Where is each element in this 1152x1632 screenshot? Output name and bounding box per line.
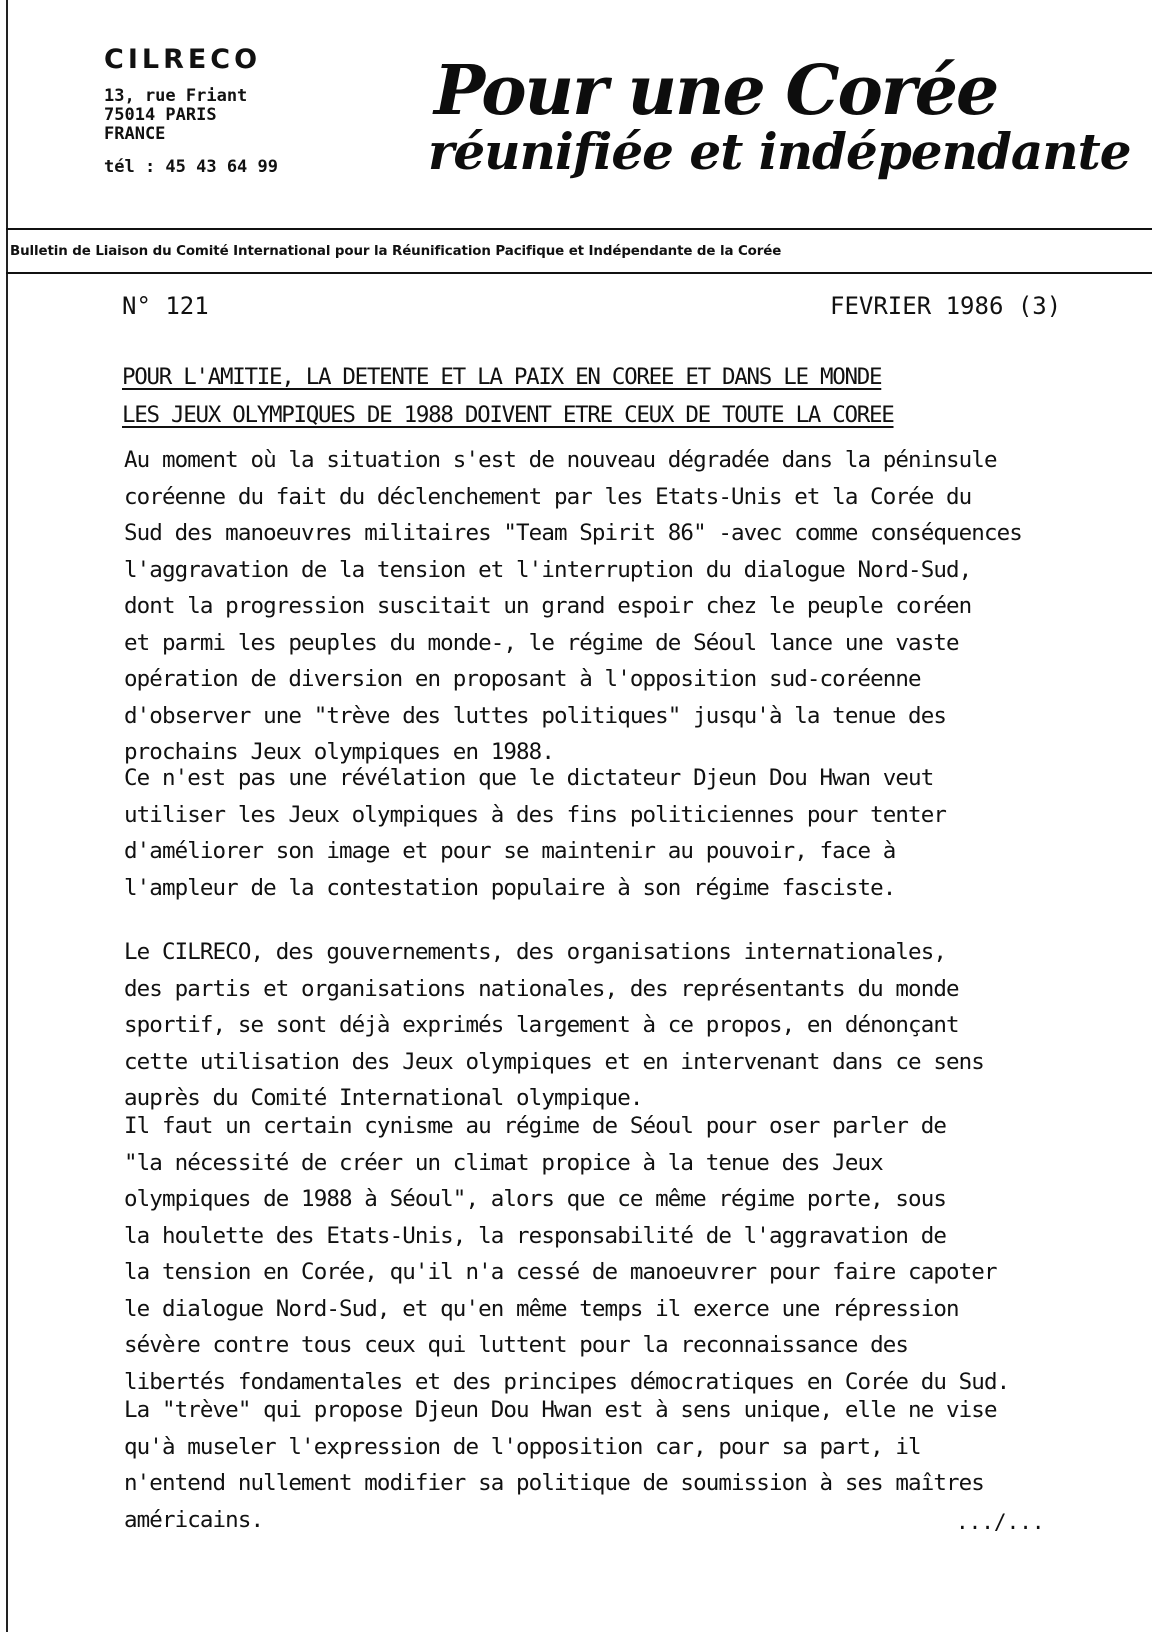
paragraph-line: d'améliorer son image et pour se maintenir au pouvoir, face à <box>124 838 896 864</box>
headline-line-1: POUR L'AMITIE, LA DETENTE ET LA PAIX EN COREE ET DANS LE MONDE <box>122 364 882 390</box>
paragraph-line: coréenne du fait du déclenchement par les Etats-Unis et la Corée du <box>124 483 972 510</box>
paragraph-line: qu'à museler l'expression de l'opposition car, pour sa part, il <box>124 1433 921 1460</box>
paragraph-line: Sud des manoeuvres militaires "Team Spirit 86" -avec comme conséquences <box>124 520 1022 546</box>
paragraph-line: l'aggravation de la tension et l'interruption du dialogue Nord-Sud, <box>124 556 972 583</box>
paragraph-line: la tension en Corée, qu'il n'a cessé de manoeuvrer pour faire capoter <box>124 1259 997 1285</box>
phone-number: tél : 45 43 64 99 <box>104 157 278 177</box>
paragraph-line: américains. <box>124 1506 264 1533</box>
paragraph-line: des partis et organisations nationales, des représentants du monde <box>124 975 959 1002</box>
masthead-line-2: réunifiée et indépendante <box>428 122 1131 181</box>
paragraph-line: "la nécessité de créer un climat propice à la tenue des Jeux <box>124 1149 883 1176</box>
issue-number: N° 121 <box>122 292 209 320</box>
paragraph-line: l'ampleur de la contestation populaire à son régime fasciste. <box>124 874 896 901</box>
page-border-left <box>6 0 8 1632</box>
org-name: CILRECO <box>104 44 262 75</box>
paragraph-line: opération de diversion en proposant à l'opposition sud-coréenne <box>124 666 921 692</box>
address-street: 13, rue Friant <box>104 86 248 106</box>
paragraph-3 <box>124 934 1124 1117</box>
header-rule-top <box>6 228 1152 230</box>
paragraph-line: et parmi les peuples du monde-, le régime de Séoul lance une vaste <box>124 629 959 656</box>
issue-date: FEVRIER 1986 (3) <box>830 292 1062 320</box>
paragraph-line: n'entend nullement modifier sa politique de soumission à ses maîtres <box>124 1470 984 1496</box>
address-city: 75014 PARIS <box>104 105 217 125</box>
paragraph-line: libertés fondamentales et des principes démocratiques en Corée du Sud. <box>124 1368 1010 1395</box>
paragraph-line: la houlette des Etats-Unis, la responsabilité de l'aggravation de <box>124 1222 946 1249</box>
paragraph-line: cette utilisation des Jeux olympiques et en intervenant dans ce sens <box>124 1048 984 1075</box>
paragraph-line: prochains Jeux olympiques en 1988. <box>124 739 554 765</box>
paragraph-line: olympiques de 1988 à Séoul", alors que ce même régime porte, sous <box>124 1186 946 1212</box>
paragraph-line: Il faut un certain cynisme au régime de Séoul pour oser parler de <box>124 1113 946 1139</box>
headline-line-2: LES JEUX OLYMPIQUES DE 1988 DOIVENT ETRE CEUX DE TOUTE LA COREE <box>122 402 894 428</box>
paragraph-line: utiliser les Jeux olympiques à des fins politiciennes pour tenter <box>124 801 946 828</box>
continuation-mark: .../... <box>956 1510 1045 1534</box>
organization-block <box>104 44 278 177</box>
paragraph-line: La "trève" qui propose Djeun Dou Hwan est à sens unique, elle ne vise <box>124 1397 997 1423</box>
masthead <box>428 51 1131 181</box>
paragraph-line: le dialogue Nord-Sud, et qu'en même temps il exerce une répression <box>124 1295 959 1322</box>
masthead-line-1: Pour une Corée <box>434 51 998 131</box>
paragraph-line: Ce n'est pas une révélation que le dictateur Djeun Dou Hwan veut <box>124 765 934 791</box>
paragraph-line: sportif, se sont déjà exprimés largement à ce propos, en dénonçant <box>124 1012 959 1038</box>
headline <box>122 358 894 434</box>
address-country: FRANCE <box>104 124 166 144</box>
paragraph-2 <box>124 760 1124 906</box>
paragraph-line: auprès du Comité International olympique. <box>124 1085 643 1111</box>
paragraph-4 <box>124 1108 1124 1400</box>
paragraph-1 <box>124 442 1124 771</box>
paragraph-line: Au moment où la situation s'est de nouveau dégradée dans la péninsule <box>124 447 997 473</box>
bulletin-subtitle: Bulletin de Liaison du Comité International pour la Réunification Pacifique et Indépendante de la Corée <box>10 244 782 259</box>
paragraph-line: sévère contre tous ceux qui luttent pour la reconnaissance des <box>124 1332 909 1358</box>
paragraph-line: dont la progression suscitait un grand espoir chez le peuple coréen <box>124 593 972 619</box>
header-rule-bottom <box>6 272 1152 274</box>
paragraph-line: Le CILRECO, des gouvernements, des organisations internationales, <box>124 939 946 965</box>
paragraph-line: d'observer une "trève des luttes politiques" jusqu'à la tenue des <box>124 702 946 729</box>
